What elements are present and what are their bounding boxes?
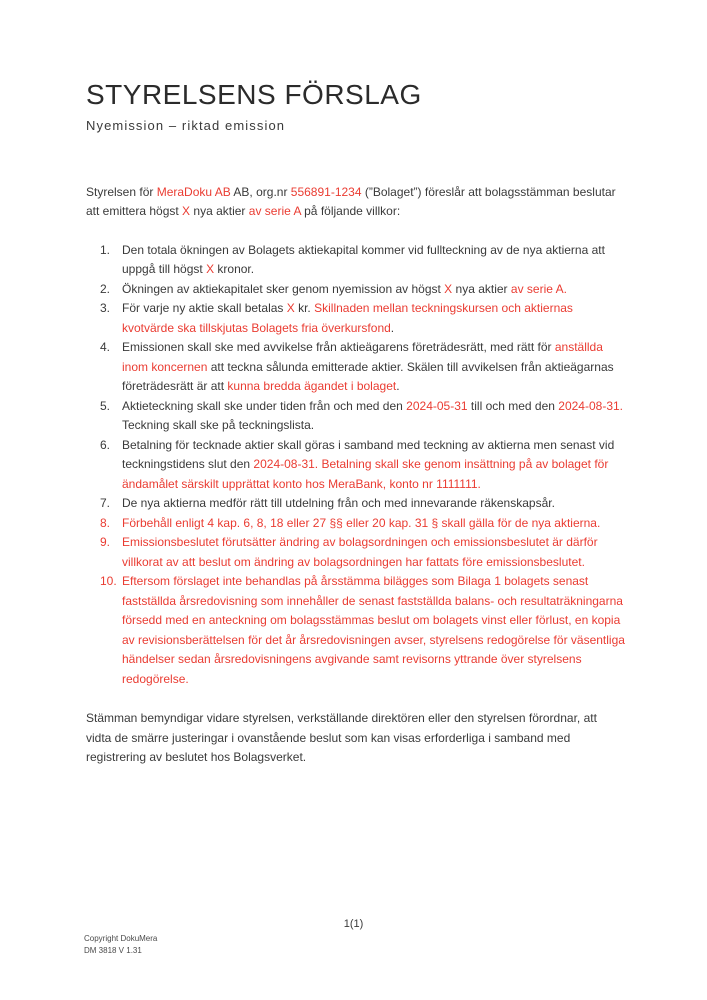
footer xyxy=(84,933,157,956)
list-item-number: 2. xyxy=(100,281,111,296)
page-number: 1(1) xyxy=(343,918,364,930)
footer-copyright: Copyright DokuMera xyxy=(84,934,158,943)
text-segment: . xyxy=(390,320,395,335)
intro-paragraph xyxy=(86,183,625,222)
list-item-text xyxy=(122,241,625,280)
text-segment: Ökningen av aktiekapitalet sker genom nyemission av högst xyxy=(122,281,445,296)
list-item-number: 10. xyxy=(100,574,117,589)
text-segment: kunna bredda ägandet i bolaget xyxy=(227,379,397,394)
text-segment: Emissionen skall ske med avvikelse från aktieägarens företrädesrätt, med rätt för xyxy=(122,340,555,355)
list-item xyxy=(100,280,625,300)
list-item-number: 6. xyxy=(100,437,111,452)
text-segment: För varje ny aktie skall betalas xyxy=(122,301,287,316)
text-segment: Eftersom förslaget inte behandlas på årsstämma bilägges som Bilaga 1 bolagets senast fastställda årsredovisning som innehåller de senast fastställda balans- och resultaträkningarna försedd med en anteckning om bolagsstämmas beslut om bolagets vinst eller förlust, en kopia av revisionsberättelsen för det år årsredovisningen avser, styrelsens redogörelse för väsentliga händelser sedan årsredovisningens avgivande samt revisorns yttrande över styrelsens redogörelse. xyxy=(122,574,625,686)
text-segment: Stämman bemyndigar vidare styrelsen, verkställande direktören eller den styrelsen förordnar, att vidta de smärre justeringar i ovanstående beslut som kan visas erforderliga i samband med registrering av beslutet hos Bolagsverket. xyxy=(86,711,597,765)
text-segment: X xyxy=(444,281,453,296)
list-item xyxy=(100,338,625,397)
text-segment: De nya aktierna medför rätt till utdelning från och med innevarande räkenskapsår. xyxy=(122,496,555,511)
list-item xyxy=(100,514,625,534)
text-segment: Aktieteckning skall ske under tiden från och med den xyxy=(122,398,407,413)
text-segment: 556891-1234 xyxy=(290,184,362,199)
text-segment: Betalning för tecknade aktier skall göras i samband med teckning av aktierna men senast vid teckningstidens slut den xyxy=(122,437,615,472)
page-subtitle: Nyemission – riktad emission xyxy=(86,117,286,133)
text-segment: X xyxy=(182,204,191,219)
text-segment: Styrelsen för xyxy=(86,184,157,199)
list-item-text xyxy=(122,299,625,338)
list-item xyxy=(100,241,625,280)
list-item xyxy=(100,494,625,514)
text-segment: MeraDoku AB xyxy=(156,184,231,199)
list-item-text xyxy=(122,514,625,534)
list-item xyxy=(100,299,625,338)
text-segment: Skillnaden mellan teckningskursen och aktiernas kvotvärde ska tillskjutas Bolagets fria överkursfond xyxy=(122,301,573,335)
text-segment: kr. xyxy=(294,301,315,316)
list-item-text xyxy=(122,338,625,397)
list-item-text xyxy=(122,533,625,572)
text-segment: av serie A. xyxy=(510,281,567,296)
page-title: STYRELSENS FÖRSLAG xyxy=(86,79,422,110)
text-segment: kronor. xyxy=(214,262,255,277)
list-item-number: 3. xyxy=(100,301,111,316)
list-item-number: 5. xyxy=(100,398,111,413)
text-segment: Förbehåll enligt 4 kap. 6, 8, 18 eller 27 §§ eller 20 kap. 31 § skall gälla för de nya aktierna. xyxy=(122,515,601,530)
list-item xyxy=(100,436,625,495)
text-segment: nya aktier xyxy=(190,204,249,219)
list-item-number: 8. xyxy=(100,515,111,530)
text-segment: (”Bolaget”) föreslår att bolagsstämman beslutar att emittera högst xyxy=(86,184,616,219)
list-item xyxy=(100,533,625,572)
text-segment: på följande villkor: xyxy=(300,204,401,219)
list-item-number: 9. xyxy=(100,535,111,550)
list-item-text xyxy=(122,572,625,689)
text-segment: av serie A xyxy=(248,204,301,219)
text-segment: 2024-05-31 xyxy=(406,398,468,413)
text-segment: AB, org.nr xyxy=(230,184,291,199)
list-item-text xyxy=(122,397,625,436)
list-item-number: 1. xyxy=(100,242,111,257)
list-item-text xyxy=(122,436,625,495)
text-segment: nya aktier xyxy=(452,281,511,296)
list-item-text xyxy=(122,494,625,514)
footer-doc-id: DM 3818 V 1.31 xyxy=(84,945,142,955)
list-item-text xyxy=(122,280,625,300)
text-segment: Teckning skall ske på teckningslista. xyxy=(122,418,315,433)
text-segment: Den totala ökningen av Bolagets aktiekapital kommer vid fullteckning av de nya aktierna att uppgå till högst xyxy=(122,242,605,277)
text-segment: anställda inom koncernen xyxy=(122,340,603,374)
list-item xyxy=(100,572,625,689)
text-segment: Emissionsbeslutet förutsätter ändring av bolagsordningen och emissionsbeslutet är därför villkorat av att beslut om ändring av bolagsordningen har fattats före emissionsbeslutet. xyxy=(122,535,598,569)
text-segment: 2024-08-31. Betalning skall ske genom insättning på av bolaget för ändamålet särskilt upprättat konto hos MeraBank, konto nr 1111111. xyxy=(122,457,609,491)
text-segment: . xyxy=(396,379,400,394)
list-item-number: 4. xyxy=(100,340,111,355)
text-segment: att teckna sålunda emitterade aktier. Skälen till avvikelsen från aktieägarnas företrädesrätt är att xyxy=(122,359,614,394)
text-segment: 2024-08-31. xyxy=(558,398,623,413)
list-item-number: 7. xyxy=(100,496,111,511)
list-item xyxy=(100,397,625,436)
text-segment: X xyxy=(286,301,295,316)
terms-list xyxy=(86,241,625,690)
text-segment: till och med den xyxy=(467,398,559,413)
text-segment: X xyxy=(206,262,215,277)
closing-paragraph xyxy=(86,709,625,768)
